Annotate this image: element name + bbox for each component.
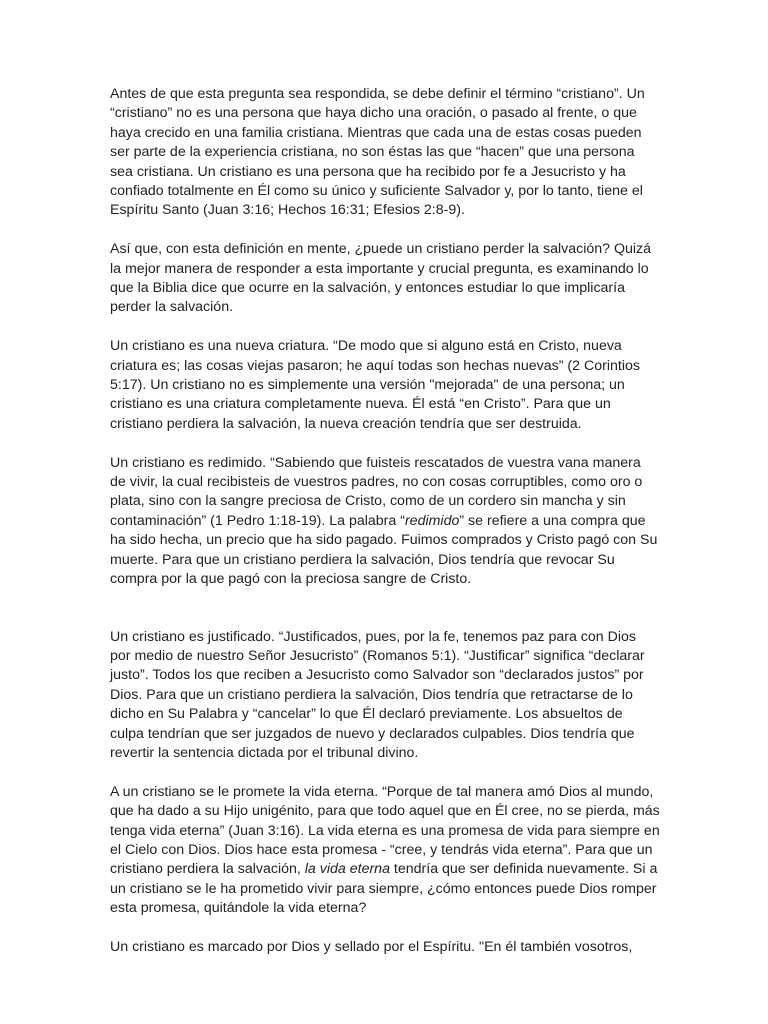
paragraph-eternal-life-italic: la vida eterna <box>304 861 390 878</box>
paragraph-redeemed-text-end: ” se refiere a una compra que ha sido hecha, un precio que ha sido pagado. Fuimos comprados y Cristo pagó con Su muerte. Para que un cristiano perdiera la salvación, Dios tendría que revocar Su compra por la que pagó con la preciosa sangre de Cristo. <box>110 512 658 588</box>
paragraph-redeemed-italic: redimido <box>404 512 460 529</box>
paragraph-question: Así que, con esta definición en mente, ¿puede un cristiano perder la salvación? Quizá la mejor manera de responder a esta importante y crucial pregunta, es examinando lo que la Biblia dice que ocurre en la salvación, y entonces estudiar lo que implicaría perder la salvación. <box>110 241 652 316</box>
paragraph-new-creature: Un cristiano es una nueva criatura. “De modo que si alguno está en Cristo, nueva criatura es; las cosas viejas pasaron; he aquí todas son hechas nuevas” (2 Corintios 5:17). Un cristiano no es simplemente una versión "mejorada" de una persona; un cristiano es una criatura completamente nueva. Él está “en Cristo”. Para que un cristiano perdiera la salvación, la nueva creación tendría que ser destruida. <box>110 338 640 432</box>
paragraph-definition: Antes de que esta pregunta sea respondida, se debe definir el término “cristiano”. Un “cristiano” no es una persona que haya dicho una oración, o pasado al frente, o que haya crecido en una familia cristiana. Mientras que cada una de estas cosas pueden ser parte de la experiencia cristiana, no son éstas las que “hacen” que una persona sea cristiana. Un cristiano es una persona que ha recibido por fe a Jesucristo y ha confiado totalmente en Él como su único y suficiente Salvador y, por lo tanto, tiene el Espíritu Santo (Juan 3:16; Hechos 16:31; Efesios 2:8-9). <box>110 86 645 219</box>
document-page <box>110 85 660 977</box>
paragraph-sealed: Un cristiano es marcado por Dios y sellado por el Espíritu. "En él también vosotros, <box>110 938 633 955</box>
paragraph-redeemed <box>110 454 660 590</box>
paragraph-redeemed-text-start: Un cristiano es redimido. “Sabiendo que fuisteis rescatados de vuestra vana manera de vivir, la cual recibisteis de vuestros padres, no con cosas corruptibles, como oro o plata, sino con la sangre preciosa de Cristo, como de un cordero sin mancha y sin contaminación” (1 Pedro 1:18-19). La palabra “ <box>110 454 643 529</box>
paragraph-eternal-life-text-start: A un cristiano se le promete la vida eterna. “Porque de tal manera amó Dios al mundo, que ha dado a su Hijo unigénito, para que todo aquel que en Él cree, no se pierda, más tenga vida eterna” (Juan 3:16). La vida eterna es una promesa de vida para siempre en el Cielo con Dios. Dios hace esta promesa - “cree, y tendrás vida eterna”. Para que un cristiano perdiera la salvación, <box>110 783 660 878</box>
paragraph-eternal-life-text-end: tendría que ser definida nuevamente. Si a un cristiano se le ha prometido vivir para siempre, ¿cómo entonces puede Dios romper esta promesa, quitándole la vida eterna? <box>110 861 658 917</box>
paragraph-justified: Un cristiano es justificado. “Justificados, pues, por la fe, tenemos paz para con Dios por medio de nuestro Señor Jesucristo” (Romanos 5:1). “Justificar” significa “declarar justo”. Todos los que reciben a Jesucristo como Salvador son “declarados justos” por Dios. Para que un cristiano perdiera la salvación, Dios tendría que retractarse de lo dicho en Su Palabra y “cancelar” lo que Él declaró previamente. Los absueltos de culpa tendrían que ser juzgados de nuevo y declarados culpables. Dios tendría que revertir la sentencia dictada por el tribunal divino. <box>110 628 645 761</box>
paragraph-eternal-life <box>110 783 660 919</box>
